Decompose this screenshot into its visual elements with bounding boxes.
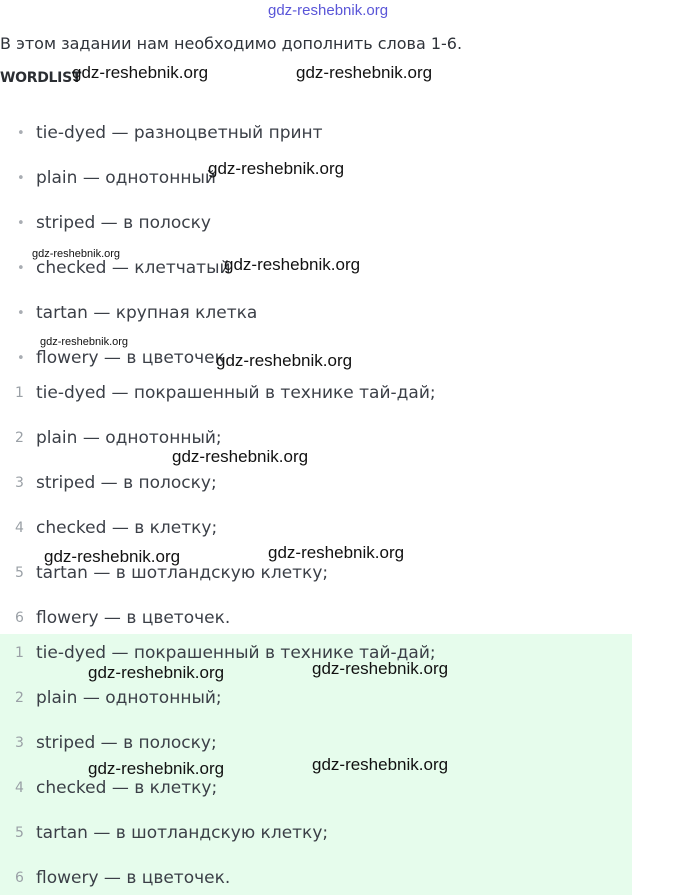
watermark: gdz-reshebnik.org	[268, 543, 405, 562]
answer-number: 6	[15, 870, 24, 886]
site-watermark: gdz-reshebnik.org	[268, 2, 389, 19]
wordlist-item: tie-dyed — разноцветный принт	[36, 123, 323, 143]
bullet-icon: •	[17, 216, 25, 231]
watermark: gdz-reshebnik.org	[88, 663, 225, 682]
wordlist-item: tartan — крупная клетка	[36, 303, 258, 323]
answer-item: checked — в клетку;	[36, 778, 218, 798]
list-number: 6	[15, 610, 24, 626]
task-intro: В этом задании нам необходимо дополнить слова 1-6.	[0, 34, 463, 53]
watermark: gdz-reshebnik.org	[296, 63, 433, 82]
list-number: 2	[15, 430, 24, 446]
list-number: 4	[15, 520, 24, 536]
list-number: 5	[15, 565, 24, 581]
watermark: gdz-reshebnik.org	[216, 351, 353, 370]
watermark: gdz-reshebnik.org	[72, 63, 209, 82]
watermark: gdz-reshebnik.org	[44, 547, 181, 566]
bullet-icon: •	[17, 306, 25, 321]
watermark: gdz-reshebnik.org	[32, 248, 121, 260]
watermark: gdz-reshebnik.org	[172, 447, 309, 466]
wordlist-item: striped — в полоску	[36, 213, 211, 233]
answer-number: 4	[15, 780, 24, 796]
answer-item: tie-dyed — покрашенный в технике тай-дай;	[36, 643, 436, 663]
watermark: gdz-reshebnik.org	[40, 336, 129, 348]
answer-item: flowery — в цветочек.	[36, 868, 231, 888]
watermark: gdz-reshebnik.org	[312, 659, 449, 678]
watermark: gdz-reshebnik.org	[208, 159, 345, 178]
answer-item: striped — в полоску;	[36, 733, 217, 753]
wordlist-heading: WORDLIST	[0, 70, 82, 86]
answer-number: 2	[15, 690, 24, 706]
bullet-icon: •	[17, 351, 25, 366]
wordlist-item: checked — клетчатый	[36, 258, 231, 278]
bullet-icon: •	[17, 171, 25, 186]
answer-item: plain — однотонный;	[36, 688, 222, 708]
bullet-icon: •	[17, 261, 25, 276]
list-item: flowery — в цветочек.	[36, 608, 231, 628]
wordlist-item: flowery — в цветочек	[36, 348, 225, 368]
answer-item: tartan — в шотландскую клетку;	[36, 823, 329, 843]
wordlist-item: plain — однотонный	[36, 168, 216, 188]
watermark: gdz-reshebnik.org	[224, 255, 361, 274]
list-item: striped — в полоску;	[36, 473, 217, 493]
list-number: 3	[15, 475, 24, 491]
bullet-icon: •	[17, 126, 25, 141]
watermark: gdz-reshebnik.org	[88, 759, 225, 778]
answer-number: 3	[15, 735, 24, 751]
list-item: plain — однотонный;	[36, 428, 222, 448]
list-number: 1	[15, 385, 24, 401]
watermark: gdz-reshebnik.org	[312, 755, 449, 774]
answer-number: 5	[15, 825, 24, 841]
answer-number: 1	[15, 645, 24, 661]
list-item: tie-dyed — покрашенный в технике тай-дай;	[36, 383, 436, 403]
list-item: tartan — в шотландскую клетку;	[36, 563, 329, 583]
list-item: checked — в клетку;	[36, 518, 218, 538]
